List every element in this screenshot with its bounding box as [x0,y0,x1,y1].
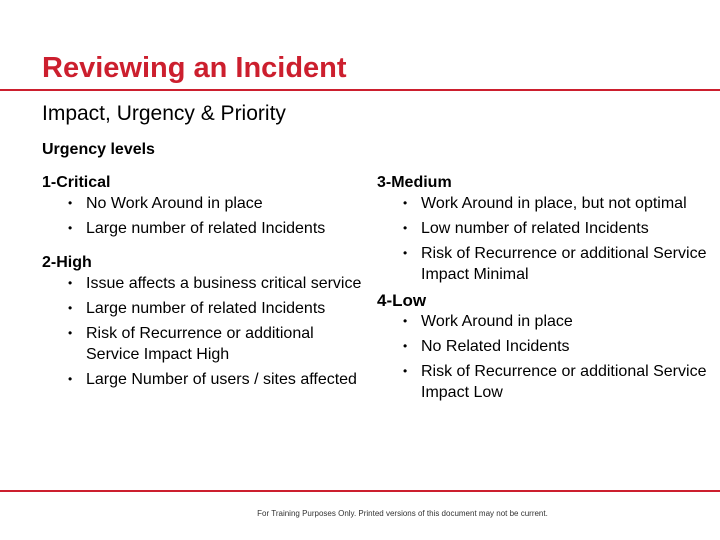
bottom-divider [0,490,720,492]
bullet-item: • Risk of Recurrence or additional Service Impact Minimal [403,243,707,285]
bullet-list [377,193,707,285]
bullet-item: • No Work Around in place [68,193,362,214]
urgency-level-low [377,291,707,403]
slide-title: Reviewing an Incident [42,52,347,84]
level-heading: 1-Critical [42,174,111,191]
bullet-item: • Risk of Recurrence or additional Service Impact High [68,323,362,365]
bullet-item: • Risk of Recurrence or additional Service Impact Low [403,361,707,403]
urgency-column-left [42,173,362,402]
bullet-item: • Large number of related Incidents [68,298,362,319]
urgency-level-medium [377,173,707,285]
urgency-level-critical [42,173,362,239]
section-label: Urgency levels [42,141,155,158]
bullet-item: • Large number of related Incidents [68,218,362,239]
bullet-item: • No Related Incidents [403,336,707,357]
level-heading: 2-High [42,254,92,271]
bullet-item: • Work Around in place, but not optimal [403,193,707,214]
bullet-list [42,273,362,390]
footer-disclaimer: For Training Purposes Only. Printed versions of this document may not be current. [257,509,548,518]
level-heading: 4-Low [377,291,427,310]
slide-subtitle: Impact, Urgency & Priority [42,102,286,125]
bullet-item: • Issue affects a business critical service [68,273,362,294]
urgency-level-high [42,253,362,390]
bullet-list [377,311,707,403]
level-heading: 3-Medium [377,174,452,191]
bullet-item: • Work Around in place [403,311,707,332]
bullet-item: • Large Number of users / sites affected [68,369,362,390]
title-divider [0,89,720,91]
bullet-item: • Low number of related Incidents [403,218,707,239]
bullet-list [42,193,362,239]
urgency-column-right [377,173,707,415]
